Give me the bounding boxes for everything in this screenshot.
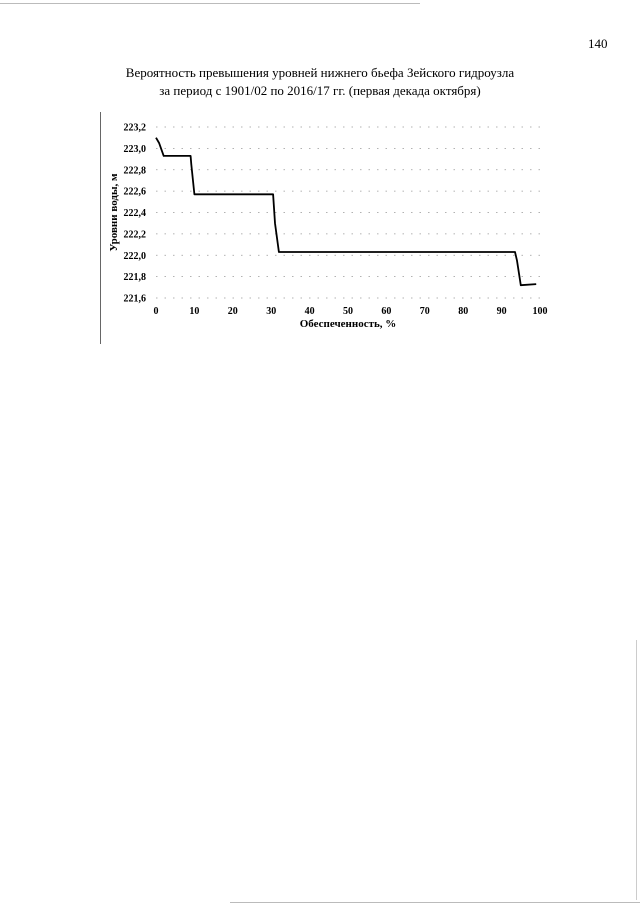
y-tick-label: 222,4 [123,208,146,219]
chart-title-line-2: за период с 1901/02 по 2016/17 гг. (первая декада октября) [159,83,481,98]
y-tick-label: 221,6 [123,293,146,305]
x-tick-label: 0 [153,306,159,317]
page-bottom-rule [230,902,640,903]
series-line [156,138,536,286]
page-right-rule [636,640,637,900]
chart-grid [156,127,540,298]
y-tick-label: 222,6 [123,186,146,198]
x-axis-label: Обеспеченность, % [299,318,397,330]
y-tick-label: 221,8 [123,272,146,284]
x-tick-label: 80 [458,306,469,317]
chart-svg [0,0,640,360]
y-tick-label: 223,0 [123,143,146,155]
chart-series [156,138,536,286]
x-tick-label: 70 [419,306,430,317]
x-tick-label: 50 [343,306,353,317]
y-tick-label: 223,2 [123,122,146,134]
y-tick-label: 222,2 [123,229,146,241]
x-tick-label: 30 [266,306,277,317]
x-tick-label: 100 [532,306,548,317]
x-tick-label: 10 [189,306,200,317]
x-tick-labels [154,306,548,317]
chart-title-line-1: Вероятность превышения уровней нижнего бьефа Зейского гидроузла [125,65,515,80]
y-tick-labels [124,123,147,305]
y-tick-label: 222,8 [123,165,146,177]
x-tick-label: 40 [304,306,315,317]
x-tick-label: 60 [381,306,392,317]
x-tick-label: 20 [227,306,238,317]
y-axis-label: Уровни воды, м [108,173,120,252]
page-number: 140 [588,36,608,51]
x-tick-label: 90 [496,306,507,317]
y-tick-label: 222,0 [123,250,146,262]
